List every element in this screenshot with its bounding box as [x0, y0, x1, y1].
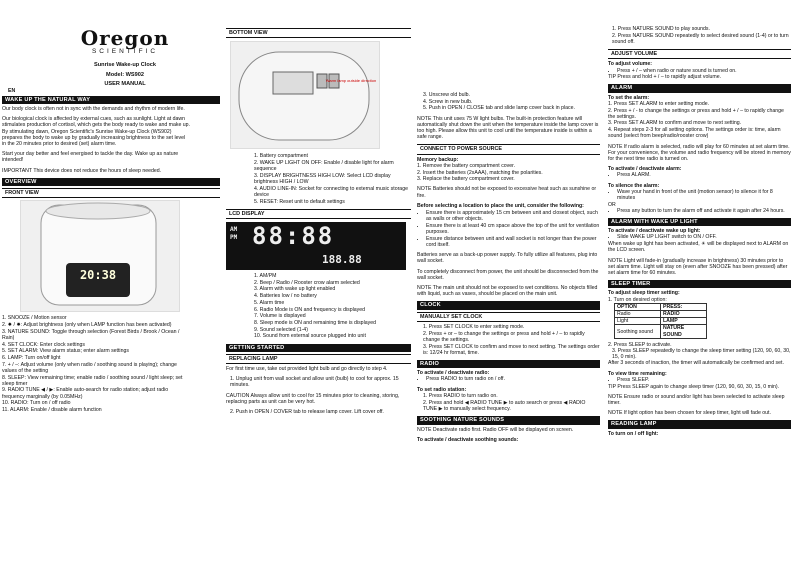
getting-caution: CAUTION Always allow unit to cool for 15 minutes prior to cleaning, storing, replacing parts as unit can be very hot.	[226, 392, 400, 405]
front-view-heading: FRONT VIEW	[2, 188, 220, 198]
alarm-step: 4. Repeat steps 2-3 for all setting options. The settings order is: time, alarm sound (select from beep/radio/rooster crow)	[608, 127, 781, 140]
model-number: Model: WS902	[106, 72, 144, 79]
radio-activate-list	[426, 376, 600, 382]
radio-activate-item: • Press RADIO to turn radio on / off.	[426, 376, 600, 382]
view-remaining-item: • Press SLEEP.	[617, 377, 791, 383]
clock-step: 2. Press + or – to change the settings or press and hold + / – to rapidly change the settings.	[423, 330, 585, 343]
replacing-lamp-heading: REPLACING LAMP	[226, 354, 411, 364]
bottom-list	[254, 153, 411, 205]
manual-title: USER MANUAL	[104, 81, 146, 88]
lcd-pm: PM	[230, 234, 238, 242]
lcd-item: 6. Radio Mode is ON and frequency is displayed	[254, 306, 366, 313]
manual-clock-heading: MANUALLY SET CLOCK	[417, 312, 600, 322]
clock-step: 1. Press SET CLOCK to enter setting mode.	[423, 323, 525, 330]
wakeup-p2: Our biological clock is affected by external cues, such as sunlight. Light at dawn stimulates production of cortisol, which gets the body ready to wake and make up. By stimulating dawn, Oregon Scientific's Sunrise Wake-up Clock (WS902) prepares the body to wake up by gradually increasing brightness to the set level in the 20 minutes prior to desired (set) alarm time.	[2, 116, 191, 148]
sleep-step1: 1. Turn on desired option:	[608, 296, 667, 303]
alarm-step: 2. Press + / - to change the settings or press and hold + / – to rapidly change the settings.	[608, 107, 784, 120]
disconnect-text: To completely disconnect from power, the unit should be disconnected from the wall socket.	[417, 268, 599, 281]
memory-step: 2. Insert the batteries (2xAAA), matching the polarities.	[417, 169, 543, 176]
adjust-volume-tip: TIP Press and hold + / – to rapidly adjust volume.	[608, 74, 722, 81]
front-view-list	[2, 315, 190, 413]
brand-name: Oregon	[80, 26, 170, 50]
lcd-item: 8. Sleep mode is ON and remaining time is displayed	[254, 319, 376, 326]
bottom-item: 4. AUDIO LINE-IN: Socket for connecting to external music storage device	[254, 185, 408, 198]
alarm-step: 1. Press SET ALARM to enter setting mode.	[608, 100, 710, 107]
adjust-volume-item: • Press + / – when radio or nature sound is turned on.	[617, 68, 791, 74]
alarm-step: 3. Press SET ALARM to confirm and move to next setting.	[608, 120, 742, 127]
lcd-item: 4. Batteries low / no battery	[254, 293, 317, 300]
wake-light-text: When wake up light has been activated, ☀ will be displayed next to ALARM on the LCD screen.	[608, 241, 789, 254]
adjust-volume-title: To adjust volume:	[608, 61, 652, 68]
view-note2: NOTE If light option has been chosen for sleep timer, light will fade out.	[608, 410, 771, 417]
table-cell: NATURE SOUND	[661, 325, 707, 338]
view-tip: TIP Press SLEEP again to change sleep timer (120, 90, 60, 30, 15, 0 min).	[608, 383, 780, 390]
wake-light-note: NOTE Light will fade-in (gradually increase in brightness) 30 minutes prior to set alarm time. Light will stay on (even after SNOOZE has been pressed) after set alarm time for 60 minutes.	[608, 257, 788, 276]
table-row	[615, 318, 707, 325]
lamp-step: 3. Unscrew old bulb.	[423, 92, 470, 98]
radio-activate-title: To activate / deactivate radio:	[417, 370, 490, 377]
lamp-steps	[423, 92, 600, 112]
alarm-memory-text: For your convenience, the volume and radio frequency will be stored in memory for the next time radio is turned on.	[608, 149, 791, 162]
wakeup-heading: WAKE UP THE NATURAL WAY	[2, 96, 220, 104]
clock-bottom-illustration	[231, 42, 381, 150]
memory-steps	[417, 163, 600, 183]
clock-heading: CLOCK	[417, 301, 600, 309]
location-item: • Ensure there is approximately 15 cm between unit and closest object, such as walls or other objects.	[426, 210, 600, 222]
column-2	[226, 26, 411, 419]
wake-light-item: • Slide WAKE UP LIGHT switch to ON / OFF.	[617, 234, 791, 240]
table-cell: LAMP	[661, 318, 707, 325]
wakeup-section	[2, 106, 190, 174]
front-time-display: 20:38	[79, 268, 117, 283]
soothing-steps	[612, 26, 791, 45]
radio-heading: RADIO	[417, 360, 600, 368]
lcd-item: 10. Sound from external source plugged into unit	[254, 333, 366, 340]
lcd-small: 188.88	[322, 253, 362, 267]
lcd-image	[226, 222, 406, 270]
view-remaining-list	[617, 377, 791, 383]
memory-title: Memory backup:	[417, 156, 459, 163]
memory-step: 1. Remove the battery compartment cover.	[417, 162, 516, 169]
alarm-activate-title: To activate / deactivate alarm:	[608, 166, 682, 173]
front-item: 6. LAMP: Turn on/off light	[2, 354, 61, 361]
bottom-note: Warm lamp outside direction	[325, 78, 377, 84]
front-item: 2. ✹ / ✹: Adjust brightness (only when LAMP function has been activated)	[2, 321, 172, 328]
bottom-item: 1. Battery compartment	[254, 153, 308, 160]
column-1	[2, 26, 220, 417]
overview-heading: OVERVIEW	[2, 178, 220, 186]
silence-or: OR	[608, 201, 616, 208]
sleep-step2: 2. Press SLEEP to activate.	[608, 341, 672, 348]
front-item: 7. + / –: Adjust volume (only when radio / soothing sound is playing); change values of the setting	[2, 361, 177, 374]
sleep-timer-heading: SLEEP TIMER	[608, 280, 791, 288]
lcd-list	[254, 273, 411, 340]
alarm-set-title: To set the alarm:	[608, 94, 650, 101]
getting-step1: 1. Unplug unit from wall socket and allow unit (bulb) to cool for approx. 15 minutes.	[230, 376, 399, 389]
lamp-step: 5. Push in OPEN / CLOSE tab and slide lamp cover back in place.	[423, 105, 575, 112]
lcd-item: 7. Volume is displayed	[254, 313, 306, 320]
table-row	[615, 325, 707, 338]
power-heading: CONNECT TO POWER SOURCE	[417, 144, 600, 154]
clock-step: 3. Press SET CLOCK to confirm and move to next setting. The settings order is: 12/24 hr format, time.	[423, 343, 600, 356]
product-title: Sunrise Wake-up Clock	[94, 62, 156, 68]
alarm-note: NOTE If radio alarm is selected, radio will play for 60 minutes at set alarm time.	[608, 143, 790, 150]
sleep-options-table	[614, 303, 707, 339]
before-title: Before selecting a location to place the unit, consider the following:	[417, 202, 584, 209]
front-item: 5. SET ALARM: View alarm status; enter alarm settings	[2, 348, 129, 355]
bottom-view-image	[230, 41, 380, 149]
lcd-am: AM	[230, 226, 238, 234]
sleep-confirm-text: After 3 seconds of inaction, the timer will automatically be confirmed and set.	[608, 360, 784, 367]
front-item: 9. RADIO TUNE ◀ / ▶: Enable auto-search for radio station; adjust radio frequency marginally (by 0.05MHz)	[2, 387, 169, 400]
bottom-item: 2. WAKE UP LIGHT ON OFF: Enable / disable light for alarm sequence	[254, 159, 394, 173]
front-item: 10. RADIO: Turn on / off radio	[2, 400, 71, 407]
column-4	[608, 26, 791, 437]
table-cell: Soothing sound	[615, 325, 661, 338]
lcd-time: 88:88	[252, 222, 335, 251]
getting-step2: 2. Push in OPEN / COVER tab to release lamp cover. Lift cover off.	[230, 408, 384, 415]
silence-item: • Wave your hand in front of the unit (motion sensor) to silence it for 8 minutes	[617, 189, 791, 201]
radio-set-title: To set radio station:	[417, 386, 467, 393]
front-view-image	[20, 200, 180, 312]
sleep-adjust-title: To adjust sleep timer setting:	[608, 290, 680, 297]
lcd-item: 1. AM/PM	[254, 273, 277, 280]
view-note: NOTE Ensure radio or sound and/or light has been selected to activate sleep timer.	[608, 393, 785, 406]
memory-step: 3. Replace the battery compartment cover.	[417, 176, 515, 183]
bottom-item: 3. DISPLAY BRIGHTNESS HIGH LOW: Select LCD display brightness HIGH / LOW	[254, 172, 391, 186]
sleep-step3: 3. Press SLEEP repeatedly to change the sleep timer setting (120, 90, 60, 30, 15, 0 min).	[612, 348, 791, 361]
location-list	[426, 210, 600, 248]
radio-set-step2: 2. Press and hold ◀ RADIO TUNE ▶ to auto search or press ◀ RADIO TUNE ▶ to manually select frequency.	[423, 399, 586, 413]
column-3	[417, 26, 600, 443]
front-item: 1. SNOOZE / Motion sensor	[2, 315, 67, 322]
alarm-activate-item: • Press ALARM.	[617, 172, 791, 178]
clock-front-illustration	[21, 201, 181, 313]
silence-list-2	[617, 208, 791, 214]
front-item: 8. SLEEP: View remaining time; enable radio / soothing sound / light sleep; set sleep timer	[2, 374, 183, 387]
silence-list-1	[617, 189, 791, 201]
view-remaining-title: To view time remaining:	[608, 370, 667, 377]
table-cell: Radio	[615, 311, 661, 318]
bottom-item: 5. RESET: Reset unit to default settings	[254, 198, 345, 205]
clock-steps	[423, 324, 600, 356]
backup-text: Batteries serve as a back-up power supply. To fully utilize all features, plug into wall socket.	[417, 252, 598, 265]
power-note2: NOTE Batteries should not be exposed to excessive heat such as sunshine or fire.	[417, 186, 597, 199]
radio-set-step1: 1. Press RADIO to turn radio on.	[423, 392, 498, 399]
bottom-view-heading: BOTTOM VIEW	[226, 28, 411, 38]
lcd-item: 2. Beep / Radio / Rooster crow alarm selected	[254, 279, 360, 286]
silence-item: • Press any button to turn the alarm off and activate it again after 24 hours.	[617, 208, 791, 214]
wakeup-important: IMPORTANT This device does not reduce the hours of sleep needed.	[2, 167, 162, 174]
soothing-step: 1. Press NATURE SOUND to play sounds.	[612, 26, 710, 32]
wakeup-p3: Start your day better and feel energised to tackle the day. Wake up as nature intended!	[2, 151, 179, 164]
lcd-item: 5. Alarm time	[254, 299, 285, 306]
getting-p1: For first time use, take out provided light bulb and go directly to step 4.	[226, 365, 388, 372]
adjust-volume-list	[617, 68, 791, 74]
brand-logo	[30, 28, 220, 56]
alarm-activate-list	[617, 172, 791, 178]
table-cell: RADIO	[661, 311, 707, 318]
soothing-heading: SOOTHING NATURE SOUNDS	[417, 416, 600, 424]
silence-title: To silence the alarm:	[608, 182, 660, 189]
table-header-cell: OPTION	[615, 303, 661, 310]
reading-lamp-title: To turn on / off light:	[608, 430, 659, 437]
lcd-heading: LCD DISPLAY	[226, 209, 411, 219]
location-item: • Ensure distance between unit and wall socket is not longer than the power cord itself.	[426, 236, 600, 248]
table-cell: Light	[615, 318, 661, 325]
table-row	[615, 311, 707, 318]
reading-lamp-heading: READING LAMP	[608, 420, 791, 428]
lcd-item: 9. Sound selected (1-4)	[254, 326, 308, 333]
getting-started-heading: GETTING STARTED	[226, 344, 411, 352]
power-note3: NOTE The main unit should not be exposed to wet conditions. No objects filled with liquid, such as vases, should be placed on the main unit.	[417, 285, 598, 298]
soothing-note: NOTE Deactivate radio first. Radio OFF will be displayed on screen.	[417, 426, 574, 433]
wake-light-list	[617, 234, 791, 240]
front-item: 4. SET CLOCK: Enter clock settings	[2, 341, 85, 348]
lamp-step: 4. Screw in new bulb.	[423, 98, 473, 105]
language-tag: EN	[8, 87, 16, 94]
table-header-cell: PRESS:	[661, 303, 707, 310]
adjust-volume-heading: ADJUST VOLUME	[608, 49, 791, 59]
front-item: 11. ALARM: Enable / disable alarm function	[2, 407, 102, 414]
soothing-step: 2. Press NATURE SOUND repeatedly to select desired sound (1-4) or to turn sound off.	[612, 32, 789, 45]
soothing-activate-title: To activate / deactivate soothing sounds:	[417, 436, 519, 443]
table-header-row	[615, 303, 707, 310]
alarm-steps	[608, 101, 791, 140]
wake-light-heading: ALARM WITH WAKE UP LIGHT	[608, 218, 791, 226]
wake-light-title: To activate / deactivate wake up light:	[608, 228, 701, 235]
brand-sub: SCIENTIFIC	[91, 48, 159, 55]
front-item: 3. NATURE SOUND: Toggle through selection (Forest Birds / Brook / Ocean / Rain)	[2, 328, 180, 341]
alarm-heading: ALARM	[608, 84, 791, 92]
lcd-item: 3. Alarm with wake up light enabled	[254, 286, 336, 293]
wakeup-p1: Our body clock is often not in sync with the demands and rhythm of modern life.	[2, 106, 185, 113]
location-item: • Ensure there is at least 40 cm space above the top of the unit for ventilation purposes.	[426, 223, 600, 235]
lamp-note: NOTE This unit uses 75 W light bulbs. The built-in protection feature will automatically shut down the unit when the temperature inside the lamp cover is too high. Please allow this unit to cool until the temperature inside is within a safe range.	[417, 115, 599, 141]
